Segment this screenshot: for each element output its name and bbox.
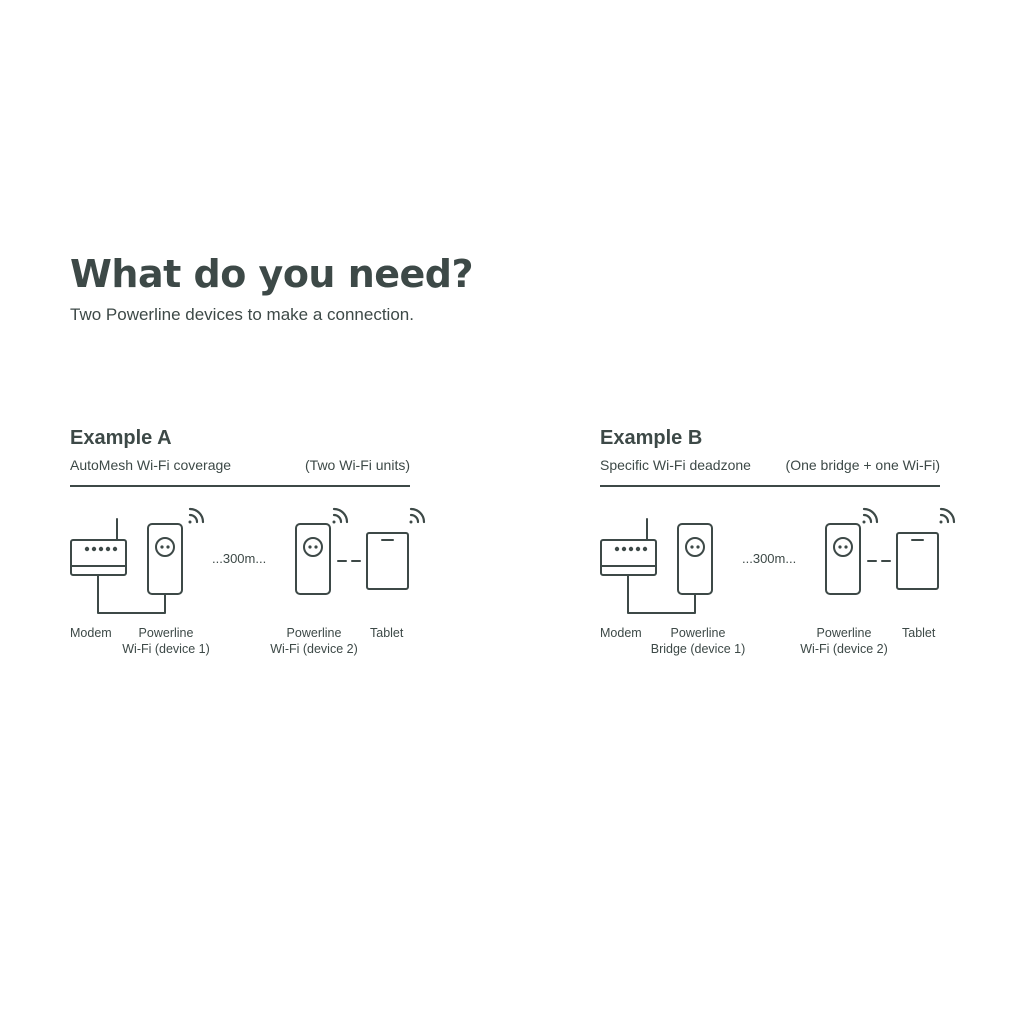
page-title: What do you need?: [70, 252, 474, 296]
device-2-label-line1: Powerline: [816, 626, 872, 640]
example-b-distance: ...300m...: [742, 551, 797, 566]
modem-label: Modem: [70, 626, 112, 640]
example-b-divider: [600, 485, 940, 487]
device-1-label-line1: Powerline: [138, 626, 194, 640]
wifi-signal-icon: [333, 509, 348, 524]
page-subtitle: Two Powerline devices to make a connection.: [70, 305, 414, 324]
device-1-label-line2: Wi-Fi (device 1): [122, 642, 210, 656]
powerline-adapter-icon: [678, 524, 712, 594]
tablet-label: Tablet: [902, 626, 936, 640]
example-a-distance: ...300m...: [212, 551, 267, 566]
example-a-title: Example A: [70, 427, 172, 449]
example-b-title: Example B: [600, 427, 703, 449]
device-1-label-line1: Powerline: [670, 626, 726, 640]
example-a-diagram: [70, 500, 430, 600]
example-b-diagram: [600, 500, 960, 600]
device-2-label: [800, 625, 888, 657]
device-1-label: [122, 625, 210, 657]
modem-label: Modem: [600, 626, 642, 640]
device-1-label-line2: Bridge (device 1): [650, 642, 746, 656]
powerline-adapter-icon: [826, 524, 860, 594]
example-b-panel: [600, 425, 960, 665]
tablet-icon: [897, 533, 938, 589]
device-1-label: [651, 625, 746, 657]
wifi-signal-icon: [863, 509, 878, 524]
device-2-label-line2: Wi-Fi (device 2): [270, 642, 358, 656]
example-a-panel: [70, 425, 430, 665]
wifi-signal-icon: [940, 509, 955, 524]
example-a-note: (Two Wi-Fi units): [305, 457, 410, 473]
example-a-divider: [70, 485, 410, 487]
tablet-label: Tablet: [370, 626, 404, 640]
powerline-adapter-icon: [296, 524, 330, 594]
example-b-description: Specific Wi-Fi deadzone: [600, 457, 751, 473]
device-2-label: [270, 625, 358, 657]
device-2-label-line2: Wi-Fi (device 2): [800, 642, 888, 656]
wifi-signal-icon: [410, 509, 425, 524]
device-2-label-line1: Powerline: [286, 626, 342, 640]
modem-icon: [71, 519, 126, 575]
wifi-signal-icon: [189, 509, 204, 524]
powerline-adapter-icon: [148, 524, 182, 594]
modem-icon: [601, 519, 656, 575]
tablet-icon: [367, 533, 408, 589]
example-a-description: AutoMesh Wi-Fi coverage: [70, 457, 232, 473]
example-b-note: (One bridge + one Wi-Fi): [785, 457, 940, 473]
